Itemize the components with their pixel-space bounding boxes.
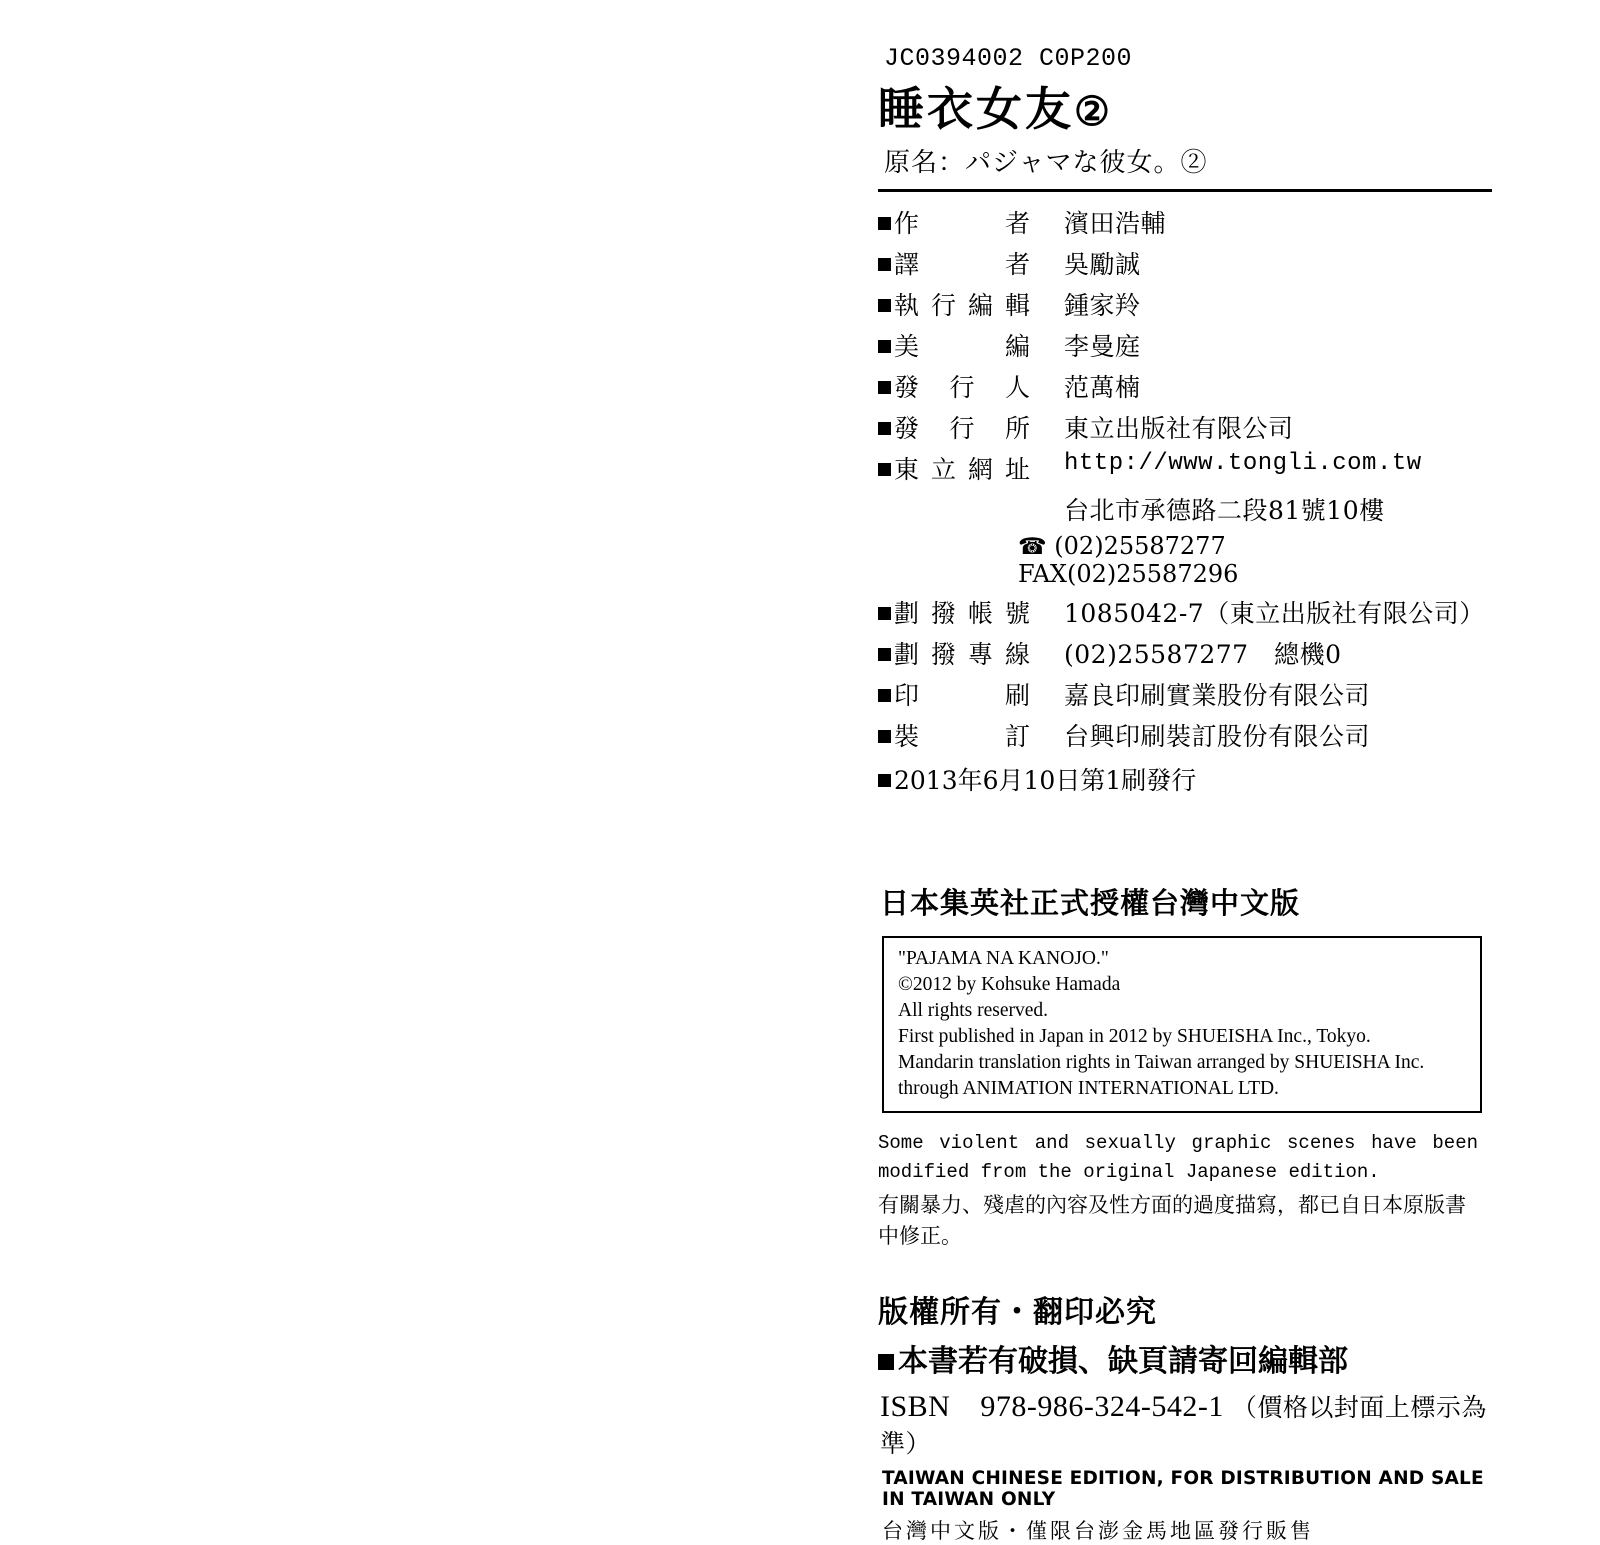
credit-label: 發 行 所 (894, 413, 1030, 443)
credit-row (878, 409, 1422, 450)
catalog-code: JC0394002 C0P200 (884, 44, 1133, 73)
credit-label: 東立網址 (894, 454, 1030, 484)
phone-fax-row (878, 532, 1498, 588)
copyright-line: Mandarin translation rights in Taiwan arranged by SHUEISHA Inc. (898, 1051, 1425, 1073)
credit-label-cell (878, 409, 1064, 450)
credit-label: 美 編 (894, 331, 1030, 361)
bullet-square-icon (878, 299, 891, 312)
bullet-square-icon (878, 422, 891, 435)
copyright-line: First published in Japan in 2012 by SHUEISHA Inc., Tokyo. (898, 1025, 1371, 1047)
content-modification-note-en: Some violent and sexually graphic scenes have been modified from the original Japanese edition. (878, 1132, 1478, 1183)
credit-label: 譯 者 (894, 249, 1030, 279)
credit-label: 作 者 (894, 208, 1030, 238)
spacer-cell (878, 491, 1064, 532)
original-title: 原名：パジャマな彼女。② (884, 147, 1208, 178)
returns-notice (878, 1336, 1498, 1380)
book-volume-number: ② (1074, 88, 1113, 135)
bullet-square-icon (878, 689, 891, 702)
credit-value: 1085042-7（東立出版社有限公司） (1064, 598, 1485, 628)
divider (878, 189, 1492, 192)
credit-row (878, 635, 1485, 676)
credit-label-cell (878, 676, 1064, 717)
credit-label: 發 行 人 (894, 372, 1030, 402)
credit-row (878, 676, 1485, 717)
credit-value: 范萬楠 (1064, 372, 1141, 402)
content-modification-note-cn: 有關暴力、殘虐的內容及性方面的過度描寫，都已自日本原版書中修正。 (878, 1193, 1466, 1248)
credit-label: 劃撥帳號 (894, 598, 1030, 628)
print-date: 2013年6月10日第1刷發行 (894, 765, 1197, 795)
credit-label-cell (878, 204, 1064, 245)
credit-value: (02)25587277 總機0 (1064, 639, 1342, 669)
address-row (878, 491, 1422, 532)
credit-row (878, 717, 1485, 758)
credit-row (878, 245, 1422, 286)
bullet-square-icon (878, 381, 891, 394)
fax-number: FAX(02)25587296 (1018, 559, 1239, 588)
website-url[interactable]: http://www.tongli.com.tw (1064, 449, 1422, 477)
credit-value: 李曼庭 (1064, 331, 1141, 361)
bullet-square-icon (878, 730, 891, 743)
credit-label-cell (878, 327, 1064, 368)
credit-value: 東立出版社有限公司 (1064, 413, 1294, 443)
bullet-square-icon (878, 607, 891, 620)
colophon-block (878, 44, 1498, 1545)
bullet-square-icon (878, 217, 891, 230)
more-credits-table (878, 594, 1485, 758)
copyright-line: through ANIMATION INTERNATIONAL LTD. (898, 1077, 1279, 1099)
credit-row (878, 286, 1422, 327)
credit-value: 台興印刷裝訂股份有限公司 (1064, 721, 1371, 751)
credit-label: 裝 訂 (894, 721, 1030, 751)
credit-value: 嘉良印刷實業股份有限公司 (1064, 680, 1371, 710)
credit-label-cell (878, 717, 1064, 758)
taiwan-distribution-en: TAIWAN CHINESE EDITION, FOR DISTRIBUTION AND SALE IN TAIWAN ONLY (882, 1468, 1484, 1511)
telephone-icon: ☎ (1018, 533, 1047, 560)
isbn-price-note: （價格以封面上標示為準） (880, 1393, 1487, 1459)
credit-label-cell (878, 286, 1064, 327)
license-heading: 日本集英社正式授權台灣中文版 (880, 885, 1301, 920)
credit-label: 執行編輯 (894, 290, 1030, 320)
credit-label: 印 刷 (894, 680, 1030, 710)
bullet-square-icon (878, 340, 891, 353)
credit-value: 鍾家羚 (1064, 290, 1141, 320)
credit-value: 濱田浩輔 (1064, 208, 1167, 238)
credit-label-cell (878, 245, 1064, 286)
rights-reserved-notice: 版權所有・翻印必究 (878, 1295, 1157, 1331)
taiwan-distribution-cn: 台灣中文版・僅限台澎金馬地區發行販售 (882, 1519, 1314, 1544)
isbn-number: 978-986-324-542-1 (980, 1390, 1224, 1424)
credit-label-cell (878, 368, 1064, 409)
bullet-square-icon (878, 774, 891, 787)
copyright-line: "PAJAMA NA KANOJO." (898, 947, 1109, 969)
isbn-label: ISBN (880, 1390, 951, 1424)
book-title-text: 睡衣女友 (878, 82, 1074, 136)
bullet-square-icon (878, 258, 891, 271)
print-date-line (878, 761, 1498, 797)
credit-label-cell (878, 450, 1064, 491)
phone-number: (02)25587277 (1054, 531, 1226, 560)
returns-notice-text: 本書若有破損、缺頁請寄回編輯部 (898, 1344, 1348, 1380)
credits-table (878, 204, 1422, 532)
copyright-line: All rights reserved. (898, 999, 1049, 1021)
bullet-square-icon (878, 1354, 894, 1370)
credit-label: 劃撥專線 (894, 639, 1030, 669)
credit-row (878, 204, 1422, 245)
book-title (878, 83, 1498, 136)
credit-label-cell (878, 635, 1064, 676)
bullet-square-icon (878, 463, 891, 476)
credit-row (878, 594, 1485, 635)
isbn-line (880, 1388, 1498, 1460)
credit-row (878, 450, 1422, 491)
credit-label-cell (878, 594, 1064, 635)
bullet-square-icon (878, 648, 891, 661)
credit-row (878, 327, 1422, 368)
copyright-line: ©2012 by Kohsuke Hamada (898, 973, 1121, 995)
copyright-box (882, 936, 1482, 1114)
credit-value: 吳勵誠 (1064, 249, 1141, 279)
credit-row (878, 368, 1422, 409)
publisher-address: 台北市承德路二段81號10樓 (1064, 495, 1385, 525)
